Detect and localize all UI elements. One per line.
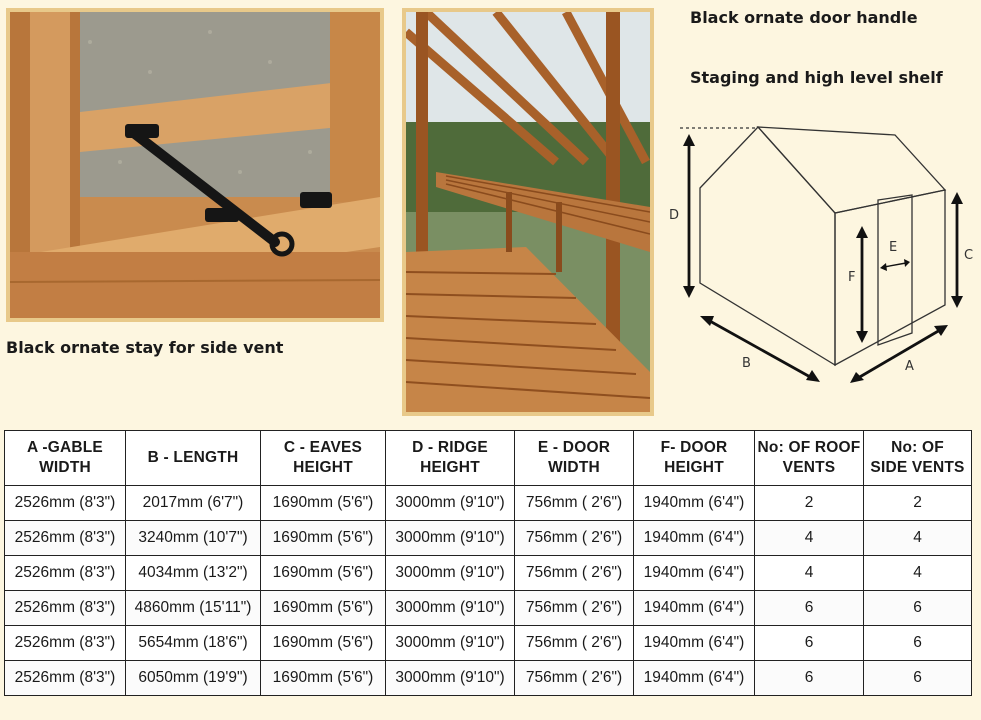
cell-door-height: 1940mm (6'4"): [634, 661, 755, 696]
label-a: A: [905, 359, 914, 374]
greenhouse-dimension-diagram: [666, 110, 981, 390]
cell-door-width: 756mm ( 2'6"): [515, 661, 634, 696]
label-b: B: [742, 356, 751, 371]
label-e: E: [889, 240, 898, 255]
label-f: F: [848, 270, 856, 285]
cell-door-width: 756mm ( 2'6"): [515, 486, 634, 521]
table-row: [5, 591, 972, 626]
cell-door-height: 1940mm (6'4"): [634, 556, 755, 591]
cell-length: 4860mm (15'11"): [126, 591, 261, 626]
cell-door-width: 756mm ( 2'6"): [515, 591, 634, 626]
header-ridge-height: D - RIDGE HEIGHT: [386, 431, 515, 486]
cell-door-height: 1940mm (6'4"): [634, 521, 755, 556]
cell-ridge-height: 3000mm (9'10"): [386, 591, 515, 626]
door-handle-caption: Black ornate door handle: [690, 8, 918, 27]
cell-eaves-height: 1690mm (5'6"): [261, 626, 386, 661]
label-d: D: [669, 208, 680, 223]
cell-door-width: 756mm ( 2'6"): [515, 521, 634, 556]
dimensions-table: [4, 430, 972, 696]
header-gable-width: A -GABLE WIDTH: [5, 431, 126, 486]
cell-door-height: 1940mm (6'4"): [634, 626, 755, 661]
cell-side-vents: 6: [864, 626, 972, 661]
cell-side-vents: 6: [864, 661, 972, 696]
header-length: B - LENGTH: [126, 431, 261, 486]
cell-roof-vents: 4: [755, 521, 864, 556]
cell-eaves-height: 1690mm (5'6"): [261, 556, 386, 591]
header-side-vents: No: OF SIDE VENTS: [864, 431, 972, 486]
table-header-row: [5, 431, 972, 486]
cell-gable-width: 2526mm (8'3"): [5, 626, 126, 661]
cell-side-vents: 2: [864, 486, 972, 521]
cell-roof-vents: 6: [755, 626, 864, 661]
table-row: [5, 661, 972, 696]
table-row: [5, 556, 972, 591]
header-roof-vents: No: OF ROOF VENTS: [755, 431, 864, 486]
cell-roof-vents: 4: [755, 556, 864, 591]
label-c: C: [964, 248, 974, 263]
cell-door-width: 756mm ( 2'6"): [515, 556, 634, 591]
cell-gable-width: 2526mm (8'3"): [5, 591, 126, 626]
cell-door-height: 1940mm (6'4"): [634, 486, 755, 521]
cell-eaves-height: 1690mm (5'6"): [261, 486, 386, 521]
vent-stay-caption: Black ornate stay for side vent: [6, 338, 284, 357]
cell-ridge-height: 3000mm (9'10"): [386, 486, 515, 521]
cell-gable-width: 2526mm (8'3"): [5, 661, 126, 696]
header-eaves-height: C - EAVES HEIGHT: [261, 431, 386, 486]
cell-side-vents: 6: [864, 591, 972, 626]
header-door-width: E - DOOR WIDTH: [515, 431, 634, 486]
cell-side-vents: 4: [864, 556, 972, 591]
table-row: [5, 626, 972, 661]
cell-gable-width: 2526mm (8'3"): [5, 521, 126, 556]
cell-gable-width: 2526mm (8'3"): [5, 486, 126, 521]
staging-caption: Staging and high level shelf: [690, 68, 943, 87]
cell-ridge-height: 3000mm (9'10"): [386, 556, 515, 591]
cell-length: 6050mm (19'9"): [126, 661, 261, 696]
header-door-height: F- DOOR HEIGHT: [634, 431, 755, 486]
cell-door-width: 756mm ( 2'6"): [515, 626, 634, 661]
cell-ridge-height: 3000mm (9'10"): [386, 661, 515, 696]
cell-side-vents: 4: [864, 521, 972, 556]
cell-length: 3240mm (10'7"): [126, 521, 261, 556]
cell-eaves-height: 1690mm (5'6"): [261, 661, 386, 696]
cell-eaves-height: 1690mm (5'6"): [261, 591, 386, 626]
table-row: [5, 486, 972, 521]
table-row: [5, 521, 972, 556]
cell-eaves-height: 1690mm (5'6"): [261, 521, 386, 556]
cell-length: 5654mm (18'6"): [126, 626, 261, 661]
cell-roof-vents: 6: [755, 661, 864, 696]
vent-stay-photo: [6, 8, 384, 322]
cell-length: 2017mm (6'7"): [126, 486, 261, 521]
cell-door-height: 1940mm (6'4"): [634, 591, 755, 626]
cell-ridge-height: 3000mm (9'10"): [386, 521, 515, 556]
cell-length: 4034mm (13'2"): [126, 556, 261, 591]
staging-shelf-photo: [402, 8, 654, 416]
cell-ridge-height: 3000mm (9'10"): [386, 626, 515, 661]
cell-gable-width: 2526mm (8'3"): [5, 556, 126, 591]
cell-roof-vents: 6: [755, 591, 864, 626]
cell-roof-vents: 2: [755, 486, 864, 521]
